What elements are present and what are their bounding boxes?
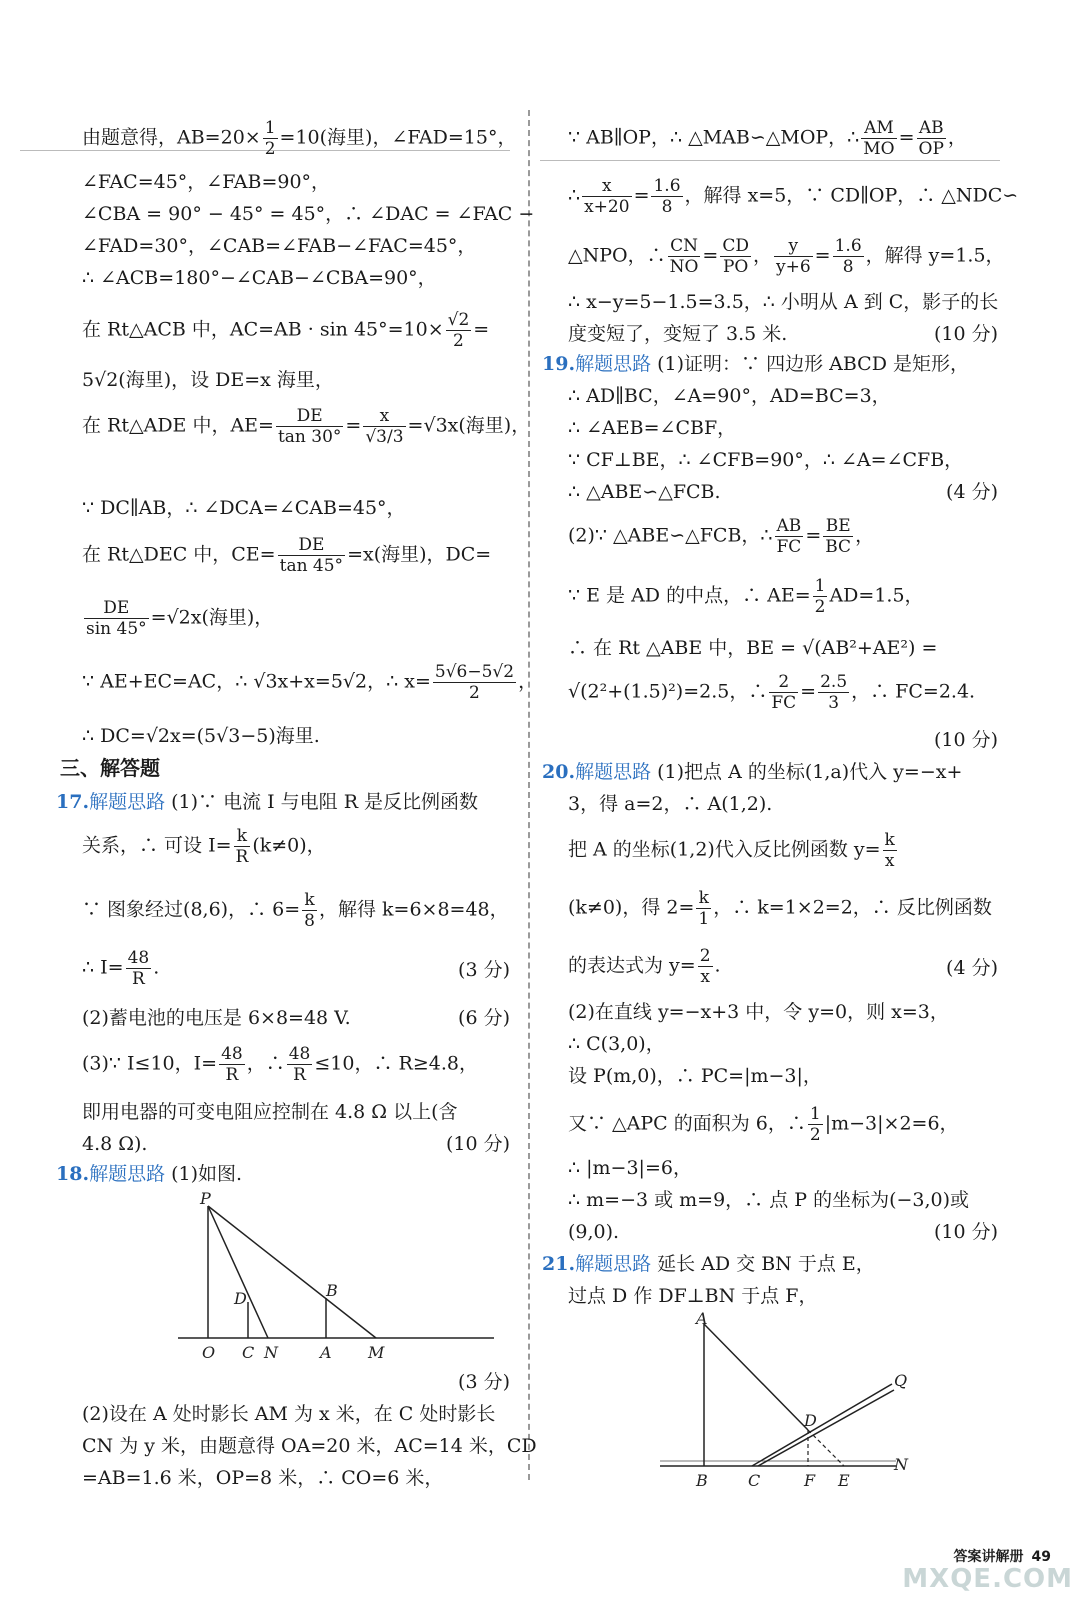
fraction — [302, 890, 317, 931]
denominator: x+20 — [584, 197, 630, 217]
q20-line-9 — [568, 1104, 959, 1145]
text: =10(海里)，∠FAD=15°， — [279, 126, 517, 149]
label-A: A — [696, 1310, 708, 1328]
page-footer — [954, 1546, 1051, 1566]
text: =√3x(海里)， — [407, 414, 531, 437]
q17-line-1 — [56, 790, 478, 814]
denominator: OP — [918, 139, 944, 159]
text: 把 A 的坐标(1,2)代入反比例函数 y= — [568, 838, 881, 861]
numerator: k — [302, 890, 317, 911]
left-line-4: ∠FAD=30°，∠CAB=∠FAB−∠FAC=45°， — [82, 235, 477, 257]
numerator: √2 — [447, 310, 470, 330]
text: = — [633, 184, 650, 207]
q17-line-3 — [82, 890, 509, 931]
fraction — [668, 236, 701, 277]
numerator: 48 — [127, 948, 150, 968]
fraction — [582, 176, 631, 217]
label-C: C — [748, 1471, 761, 1490]
numerator: AB — [917, 118, 946, 139]
right-line-2 — [568, 176, 1018, 217]
text: 延长 AD 交 BN 于点 E， — [657, 1253, 875, 1275]
hint-label: 解题思路 — [89, 1163, 166, 1185]
numerator: 2.5 — [820, 672, 848, 692]
q20-line-11: ∴ m=−3 或 m=9，∴ 点 P 的坐标为(−3,0)或 — [568, 1189, 970, 1211]
text: =x(海里)，DC= — [347, 543, 492, 566]
denominator: tan 30° — [277, 427, 342, 447]
denominator: tan 45° — [279, 556, 344, 576]
numerator: 1 — [809, 1104, 821, 1124]
text: ，∴ — [246, 1052, 285, 1075]
numerator: AB — [775, 516, 804, 537]
q19-line-9 — [568, 672, 975, 713]
question-number: 19. — [542, 353, 576, 375]
label-B: B — [326, 1281, 338, 1300]
q20-line-3 — [568, 830, 899, 871]
numerator: 1.6 — [653, 176, 681, 196]
question-number: 21. — [542, 1253, 576, 1275]
q19-line-2: ∴ AD∥BC，∠A=90°，AD=BC=3， — [568, 385, 891, 407]
q20-line-5 — [568, 946, 721, 987]
right-line-3 — [568, 236, 1005, 277]
text: 由题意得，AB=20× — [82, 126, 261, 149]
q19-line-6 — [568, 516, 874, 557]
fraction — [84, 598, 149, 639]
fraction — [720, 236, 751, 277]
numerator: 1.6 — [834, 236, 862, 256]
numerator: k — [884, 830, 895, 850]
text: 在 Rt△ACB 中，AC=AB · sin 45°=10× — [82, 318, 444, 341]
text: 在 Rt△DEC 中，CE= — [82, 543, 276, 566]
numerator: DE — [276, 406, 343, 427]
denominator: FC — [771, 693, 797, 713]
hint-label: 解题思路 — [575, 353, 652, 375]
label-E: E — [838, 1471, 850, 1490]
text: ∴ — [568, 184, 581, 207]
denominator: x — [884, 851, 895, 871]
score: (3 分) — [458, 959, 510, 981]
text: (3)∵ I≤10，I= — [82, 1052, 218, 1075]
label-C: C — [242, 1343, 255, 1362]
text: |m−3|×2=6， — [824, 1112, 959, 1135]
fraction — [433, 662, 516, 703]
score: (10 分) — [933, 729, 998, 751]
right-line-5: 度变短了，变短了 3.5 米. — [568, 323, 788, 345]
fraction — [651, 176, 682, 217]
denominator: 8 — [842, 257, 854, 277]
q19-line-7 — [568, 576, 924, 617]
label-P: P — [200, 1192, 211, 1208]
left-line-13: ∴ DC=√2x=(5√3−5)海里. — [82, 725, 320, 747]
text: ∵ AE+EC=AC，∴ √3x+x=5√2，∴ x= — [82, 670, 431, 693]
numerator: BE — [823, 516, 853, 537]
text: AD=1.5， — [829, 584, 924, 607]
denominator: MO — [863, 139, 895, 159]
denominator: R — [225, 1065, 239, 1085]
denominator: 8 — [304, 911, 315, 931]
q17-line-6 — [82, 1044, 478, 1085]
left-line-11 — [82, 598, 273, 639]
left-line-5: ∴ ∠ACB=180°−∠CAB−∠CBA=90°， — [82, 267, 437, 289]
label-D: D — [234, 1289, 247, 1308]
denominator: BC — [825, 537, 852, 557]
hint-label: 解题思路 — [575, 1253, 652, 1275]
text: (k≠0)， — [252, 834, 326, 857]
section-heading: 三、解答题 — [60, 756, 160, 780]
text: ， — [947, 126, 967, 149]
footer-label: 答案讲解册 — [953, 1549, 1024, 1565]
numerator: x — [363, 406, 405, 427]
q20-line-4 — [568, 888, 992, 929]
right-line-1 — [568, 118, 967, 159]
text: ，解得 k=6×8=48， — [318, 898, 509, 921]
q20-line-12: (9,0). — [568, 1221, 620, 1243]
text: ∴ I= — [82, 956, 124, 979]
numerator: 2 — [699, 946, 711, 966]
denominator: 2 — [814, 597, 826, 617]
q18-line-2: (2)设在 A 处时影长 AM 为 x 米，在 C 处时影长 — [82, 1403, 496, 1425]
text: = — [702, 244, 719, 267]
fraction — [126, 948, 152, 989]
label-M: M — [368, 1343, 385, 1362]
fraction — [833, 236, 864, 277]
score: (3 分) — [458, 1371, 510, 1393]
left-line-1 — [82, 118, 516, 159]
label-O: O — [202, 1343, 216, 1362]
q19-line-4: ∵ CF⊥BE，∴ ∠CFB=90°，∴ ∠A=∠CFB， — [568, 449, 964, 471]
score: (4 分) — [946, 481, 998, 503]
score: (10 分) — [933, 1221, 998, 1243]
text: ， — [855, 524, 875, 547]
label-N: N — [894, 1455, 908, 1474]
text: (1)证明：∵ 四边形 ABCD 是矩形， — [657, 353, 969, 375]
text: = — [805, 524, 822, 547]
q17-line-7: 即用电器的可变电阻应控制在 4.8 Ω 以上(含 — [82, 1101, 458, 1123]
denominator: 2 — [453, 331, 464, 351]
text: △NPO，∴ — [568, 244, 666, 267]
numerator: k — [696, 888, 711, 909]
text: = — [800, 680, 817, 703]
q18-line-4: =AB=1.6 米，OP=8 米，∴ CO=6 米， — [82, 1467, 444, 1489]
fraction — [883, 830, 897, 871]
text: (2)∵ △ABE∽△FCB，∴ — [568, 524, 773, 547]
text: ∵ 图象经过(8,6)，∴ 6= — [82, 898, 301, 921]
text: (1)把点 A 的坐标(1,a)代入 y=−x+ — [657, 761, 963, 783]
score: (10 分) — [445, 1133, 510, 1155]
label-A: A — [320, 1343, 332, 1362]
denominator: 8 — [661, 197, 673, 217]
denominator: PO — [722, 257, 749, 277]
fraction — [698, 946, 713, 987]
text: ， — [518, 670, 538, 693]
text: . — [714, 954, 721, 977]
fraction — [823, 516, 853, 557]
column-divider — [528, 110, 530, 1480]
q19-line-8: ∴ 在 Rt △ABE 中，BE = √(AB²+AE²) = — [568, 637, 938, 659]
numerator: DE — [84, 598, 149, 619]
text: (1)如图. — [171, 1163, 243, 1185]
text: . — [153, 956, 160, 979]
numerator: x — [582, 176, 631, 197]
text: ，解得 x=5，∵ CD∥OP，∴ △NDC∽ — [684, 184, 1019, 207]
text: = — [814, 244, 831, 267]
text: ∵ E 是 AD 的中点，∴ AE= — [568, 584, 811, 607]
figure-21 — [656, 1310, 996, 1490]
question-number: 18. — [56, 1163, 90, 1185]
denominator: FC — [776, 537, 802, 557]
fraction — [278, 535, 345, 576]
denominator: NO — [669, 257, 699, 277]
q17-line-4 — [82, 948, 159, 989]
q20-line-6: (2)在直线 y=−x+3 中，令 y=0，则 x=3， — [568, 1001, 949, 1023]
left-line-10 — [82, 535, 491, 576]
watermark: MXQE.COM — [902, 1564, 1073, 1594]
numerator: 1 — [814, 576, 826, 596]
denominator: x — [700, 967, 710, 987]
numerator: 5√6−5√2 — [434, 662, 515, 682]
denominator: 2 — [264, 139, 276, 159]
fraction — [774, 236, 813, 277]
denominator: R — [293, 1065, 306, 1085]
text: ，∴ k=1×2=2，∴ 反比例函数 — [713, 896, 992, 919]
denominator: 2 — [809, 1125, 821, 1145]
label-D: D — [804, 1411, 817, 1430]
fraction — [234, 826, 251, 867]
text: 在 Rt△ADE 中，AE= — [82, 414, 274, 437]
numerator: 48 — [288, 1044, 311, 1064]
denominator: R — [235, 847, 249, 867]
q17-line-2 — [82, 826, 326, 867]
figure-18 — [178, 1192, 498, 1362]
denominator: 1 — [698, 909, 710, 929]
text: (1)∵ 电流 I 与电阻 R 是反比例函数 — [171, 791, 479, 813]
text: ∵ AB∥OP，∴ △MAB∽△MOP，∴ — [568, 126, 860, 149]
fraction — [219, 1044, 245, 1085]
label-F: F — [804, 1471, 816, 1490]
text: 的表达式为 y= — [568, 954, 696, 977]
page-number: 49 — [1031, 1549, 1051, 1565]
q17-line-5: (2)蓄电池的电压是 6×8=48 V. — [82, 1007, 351, 1029]
text: ≤10，∴ R≥4.8， — [314, 1052, 478, 1075]
left-line-9: ∵ DC∥AB，∴ ∠DCA=∠CAB=45°， — [82, 497, 406, 519]
label-N: N — [264, 1343, 278, 1362]
fraction — [276, 406, 343, 447]
denominator: 2 — [469, 683, 480, 703]
fraction — [861, 118, 896, 159]
left-line-2: ∠FAC=45°，∠FAB=90°， — [82, 171, 331, 193]
q21-line-2: 过点 D 作 DF⊥BN 于点 F， — [568, 1285, 818, 1307]
left-line-7: 5√2(海里)，设 DE=x 海里， — [82, 369, 334, 391]
q20-line-10: ∴ |m−3|=6， — [568, 1157, 692, 1179]
numerator: AM — [861, 118, 896, 139]
fraction — [769, 672, 798, 713]
fraction — [818, 672, 849, 713]
q19-line-5: ∴ △ABE∽△FCB. — [568, 481, 721, 503]
text: = — [345, 414, 362, 437]
fraction — [917, 118, 946, 159]
text: ，∴ FC=2.4. — [851, 680, 976, 703]
text: √(2²+(1.5)²)=2.5，∴ — [568, 680, 768, 703]
question-number: 17. — [56, 791, 90, 813]
text: ， — [752, 244, 772, 267]
scan-top-line-right — [540, 160, 1000, 161]
q17-line-8: 4.8 Ω). — [82, 1133, 148, 1155]
fraction — [813, 576, 828, 617]
hint-label: 解题思路 — [89, 791, 166, 813]
numerator: 2 — [769, 672, 798, 693]
left-line-6 — [82, 310, 489, 351]
left-line-3: ∠CBA = 90° − 45° = 45°，∴ ∠DAC = ∠FAC − — [82, 203, 535, 225]
q21-line-1 — [542, 1252, 875, 1276]
text: =√2x(海里)， — [150, 606, 274, 629]
q19-line-1 — [542, 352, 969, 376]
fraction — [775, 516, 804, 557]
text: = — [473, 318, 490, 341]
fraction — [263, 118, 278, 159]
q20-line-1 — [542, 760, 962, 784]
hint-label: 解题思路 — [575, 761, 652, 783]
text: 又∵ △APC 的面积为 6，∴ — [568, 1112, 806, 1135]
numerator: DE — [278, 535, 345, 556]
q20-line-2: 3，得 a=2，∴ A(1,2). — [568, 793, 773, 815]
score: (4 分) — [946, 957, 998, 979]
question-number: 20. — [542, 761, 576, 783]
text: = — [898, 126, 915, 149]
left-line-12 — [82, 662, 537, 703]
denominator: sin 45° — [86, 619, 147, 639]
q18-line-3: CN 为 y 米，由题意得 OA=20 米，AC=14 米，CD — [82, 1435, 537, 1457]
fraction — [808, 1104, 823, 1145]
q18-line-1 — [56, 1162, 242, 1186]
numerator: CD — [722, 236, 749, 256]
fraction — [696, 888, 711, 929]
label-Q: Q — [894, 1371, 908, 1390]
label-B: B — [696, 1471, 708, 1490]
fraction — [446, 310, 472, 351]
left-line-8 — [82, 406, 530, 447]
numerator: y — [774, 236, 813, 257]
denominator: 3 — [828, 693, 840, 713]
denominator: R — [131, 969, 145, 989]
text: (k≠0)，得 2= — [568, 896, 695, 919]
fraction — [287, 1044, 313, 1085]
fraction — [363, 406, 405, 447]
q19-line-3: ∴ ∠AEB=∠CBF， — [568, 417, 737, 439]
numerator: 48 — [221, 1044, 243, 1064]
score: (10 分) — [933, 323, 998, 345]
text: 关系，∴ 可设 I= — [82, 834, 232, 857]
denominator: y+6 — [776, 257, 811, 277]
numerator: CN — [668, 236, 701, 257]
q20-line-8: 设 P(m,0)，∴ PC=|m−3|， — [568, 1065, 822, 1087]
score: (6 分) — [458, 1007, 510, 1029]
text: ，解得 y=1.5， — [865, 244, 1005, 267]
numerator: k — [234, 826, 251, 847]
denominator: √3/3 — [365, 427, 404, 447]
right-line-4: ∴ x−y=5−1.5=3.5，∴ 小明从 A 到 C，影子的长 — [568, 291, 999, 313]
q20-line-7: ∴ C(3,0)， — [568, 1033, 665, 1055]
numerator: 1 — [264, 118, 276, 138]
